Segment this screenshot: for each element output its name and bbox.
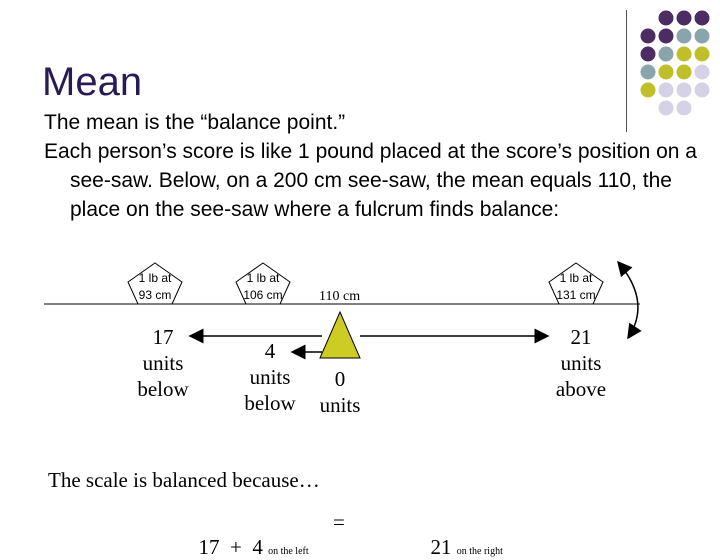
fulcrum-triangle (320, 312, 360, 358)
right-distance: 21 units above (555, 325, 607, 401)
conclusion-text: The scale is balanced because… (48, 468, 320, 492)
weight-label-131: 1 lb at 131 cm (556, 271, 596, 302)
weight-label-106: 1 lb at 106 cm (243, 271, 283, 302)
center-distance: 0 units (319, 367, 361, 417)
fulcrum-label: 110 cm (319, 289, 361, 304)
equation-equals: = (333, 510, 345, 534)
equation-left: 17 + 4 on the left (198, 535, 309, 559)
slide-title: Mean (42, 60, 143, 104)
balance-point-sentence: The mean is the “balance point.” (44, 111, 346, 134)
left-far-distance: 17 units below (137, 325, 189, 401)
equation-right: 21 on the right (430, 535, 503, 559)
weight-label-93: 1 lb at 93 cm (138, 271, 172, 302)
left-near-distance: 4 units below (244, 339, 296, 415)
seesaw-explanation: Each person’s score is like 1 pound placed at the score’s position on a see-saw. Below, on a 200 cm see-saw, the mean equals 110, the place on the see-saw where a fulcrum finds balance: (44, 140, 697, 221)
